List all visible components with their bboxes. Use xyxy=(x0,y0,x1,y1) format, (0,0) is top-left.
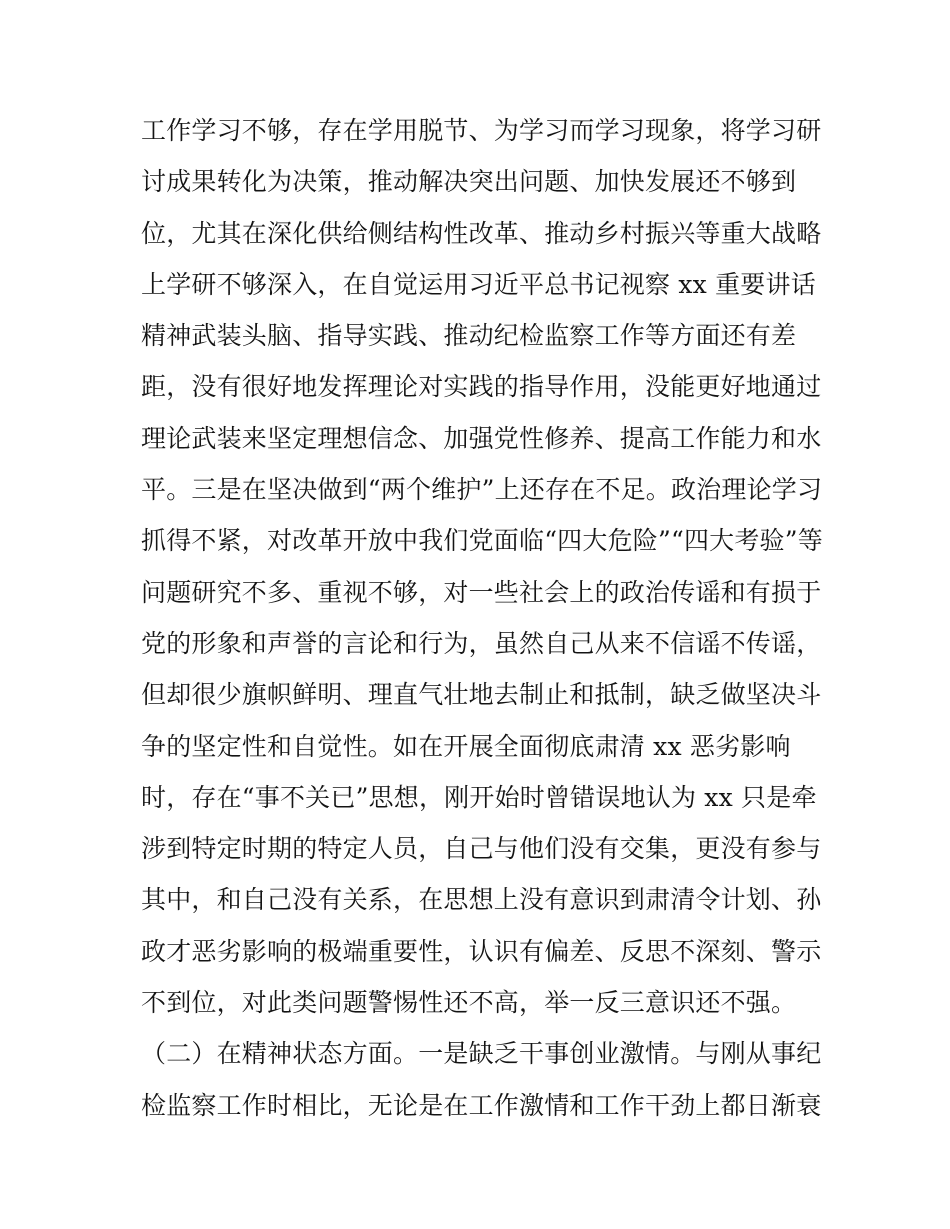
text-line: 理论武装来坚定理想信念、加强党性修养、提高工作能力和水 xyxy=(141,423,822,453)
text-line: 讨成果转化为决策，推动解决突出问题、加快发展还不够到 xyxy=(141,167,797,197)
text-line: 工作学习不够，存在学用脱节、为学习而学习现象，将学习研 xyxy=(141,116,822,145)
text-line: 距，没有很好地发挥理论对实践的指导作用，没能更好地通过 xyxy=(141,372,822,402)
text-line: 但却很少旗帜鲜明、理直气壮地去制止和抵制，缺乏做坚决斗 xyxy=(141,680,822,710)
text-line: 平。三是在坚决做到“两个维护”上还存在不足。政治理论学习 xyxy=(141,475,823,505)
text-line: 党的形象和声誉的言论和行为，虽然自己从来不信谣不传谣， xyxy=(141,628,822,658)
text-line: 时，存在“事不关已”思想，刚开始时曾错误地认为 xx 只是牵 xyxy=(141,782,817,812)
text-line: 位，尤其在深化供给侧结构性改革、推动乡村振兴等重大战略 xyxy=(141,218,822,248)
text-line: （二）在精神状态方面。一是缺乏干事创业激情。与刚从事纪 xyxy=(141,1039,822,1069)
text-line: 精神武装头脑、指导实践、推动纪检监察工作等方面还有差 xyxy=(141,321,797,351)
text-line: 其中，和自己没有关系，在思想上没有意识到肃清令计划、孙 xyxy=(141,885,822,915)
text-line: 政才恶劣影响的极端重要性，认识有偏差、反思不深刻、警示 xyxy=(141,936,822,966)
body-text xyxy=(141,105,821,1131)
text-line: 上学研不够深入，在自觉运用习近平总书记视察 xx 重要讲话 xyxy=(141,269,816,299)
text-line: 检监察工作时相比，无论是在工作激情和工作干劲上都日渐衰 xyxy=(141,1090,822,1120)
text-line: 争的坚定性和自觉性。如在开展全面彻底肃清 xx 恶劣影响 xyxy=(141,731,791,761)
text-line: 问题研究不多、重视不够，对一些社会上的政治传谣和有损于 xyxy=(141,577,822,607)
text-line: 涉到特定时期的特定人员，自己与他们没有交集，更没有参与 xyxy=(141,834,822,864)
text-line: 不到位，对此类问题警惕性还不高，举一反三意识还不强。 xyxy=(141,988,797,1018)
text-line: 抓得不紧，对改革开放中我们党面临“四大危险”“四大考验”等 xyxy=(141,526,823,556)
